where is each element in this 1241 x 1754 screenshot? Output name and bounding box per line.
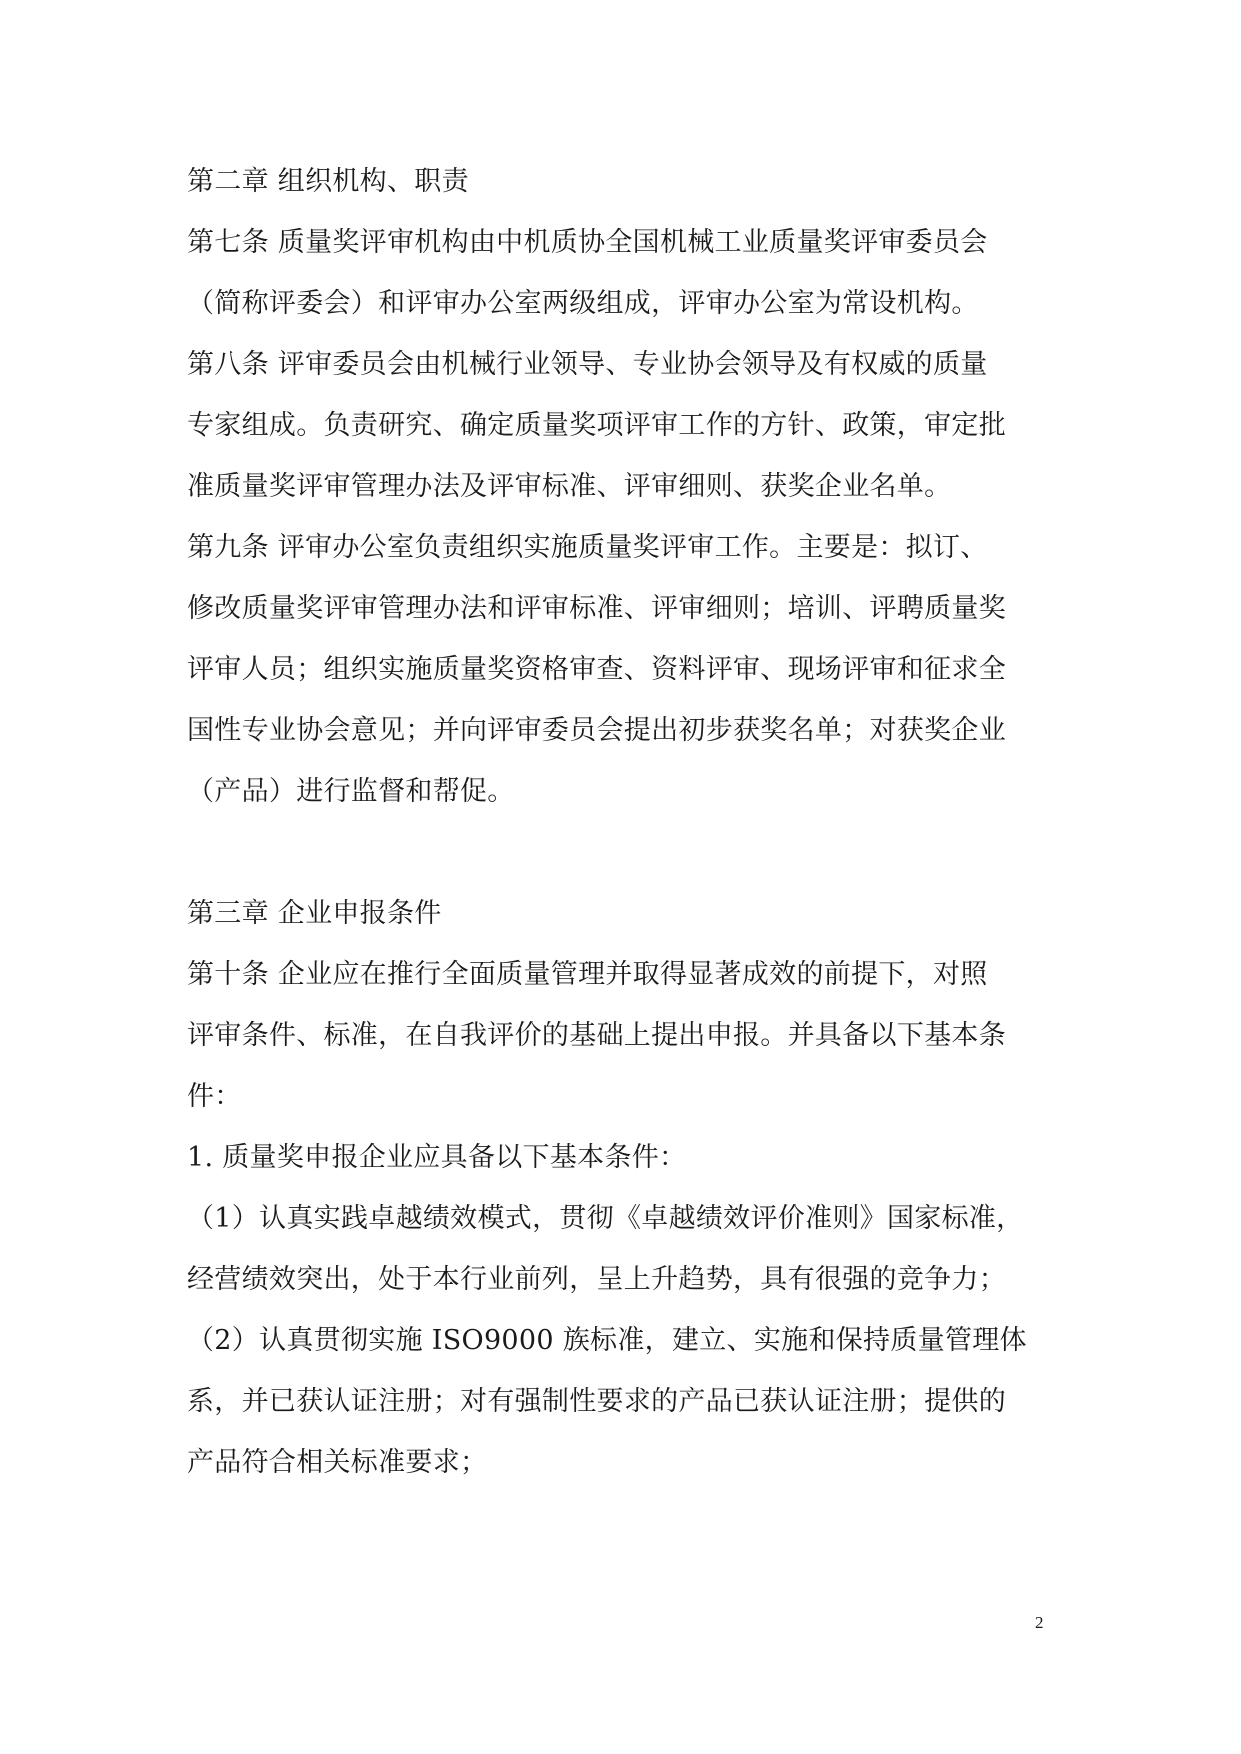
sub-item-1-line-1: （1）认真实践卓越绩效模式，贯彻《卓越绩效评价准则》国家标准， (187, 1203, 1024, 1234)
article-8-line-2: 专家组成。负责研究、确定质量奖项评审工作的方针、政策，审定批 (187, 410, 1006, 441)
article-9-line-3: 评审人员；组织实施质量奖资格审查、资料评审、现场评审和征求全 (187, 654, 1006, 685)
sub-item-2-line-2: 系，并已获认证注册；对有强制性要求的产品已获认证注册；提供的 (187, 1386, 1006, 1417)
article-8-line-3: 准质量奖评审管理办法及评审标准、评审细则、获奖企业名单。 (187, 471, 952, 502)
item-1-line: 1. 质量奖申报企业应具备以下基本条件： (187, 1142, 687, 1173)
article-7-line-2: （简称评委会）和评审办公室两级组成，评审办公室为常设机构。 (187, 288, 979, 319)
article-8-line-1: 第八条 评审委员会由机械行业领导、专业协会领导及有权威的质量 (187, 349, 988, 380)
article-7-line-1: 第七条 质量奖评审机构由中机质协全国机械工业质量奖评审委员会 (187, 227, 988, 258)
chapter-2-heading: 第二章 组织机构、职责 (187, 166, 469, 197)
chapter-3-heading: 第三章 企业申报条件 (187, 898, 442, 929)
sub-item-2-line-3: 产品符合相关标准要求； (187, 1447, 488, 1478)
page-number: 2 (1035, 1613, 1044, 1632)
sub-item-1-line-2: 经营绩效突出，处于本行业前列，呈上升趋势，具有很强的竞争力； (187, 1264, 1006, 1295)
article-9-line-2: 修改质量奖评审管理办法和评审标准、评审细则；培训、评聘质量奖 (187, 593, 1006, 624)
article-10-line-1: 第十条 企业应在推行全面质量管理并取得显著成效的前提下，对照 (187, 959, 988, 990)
article-9-line-4: 国性专业协会意见；并向评审委员会提出初步获奖名单；对获奖企业 (187, 715, 1006, 746)
sub-item-2-line-1: （2）认真贯彻实施 ISO9000 族标准，建立、实施和保持质量管理体 (187, 1325, 1027, 1356)
article-9-line-1: 第九条 评审办公室负责组织实施质量奖评审工作。主要是：拟订、 (187, 532, 988, 563)
article-9-line-5: （产品）进行监督和帮促。 (187, 776, 515, 807)
article-10-line-3: 件： (187, 1081, 242, 1112)
article-10-line-2: 评审条件、标准，在自我评价的基础上提出申报。并具备以下基本条 (187, 1020, 1006, 1051)
